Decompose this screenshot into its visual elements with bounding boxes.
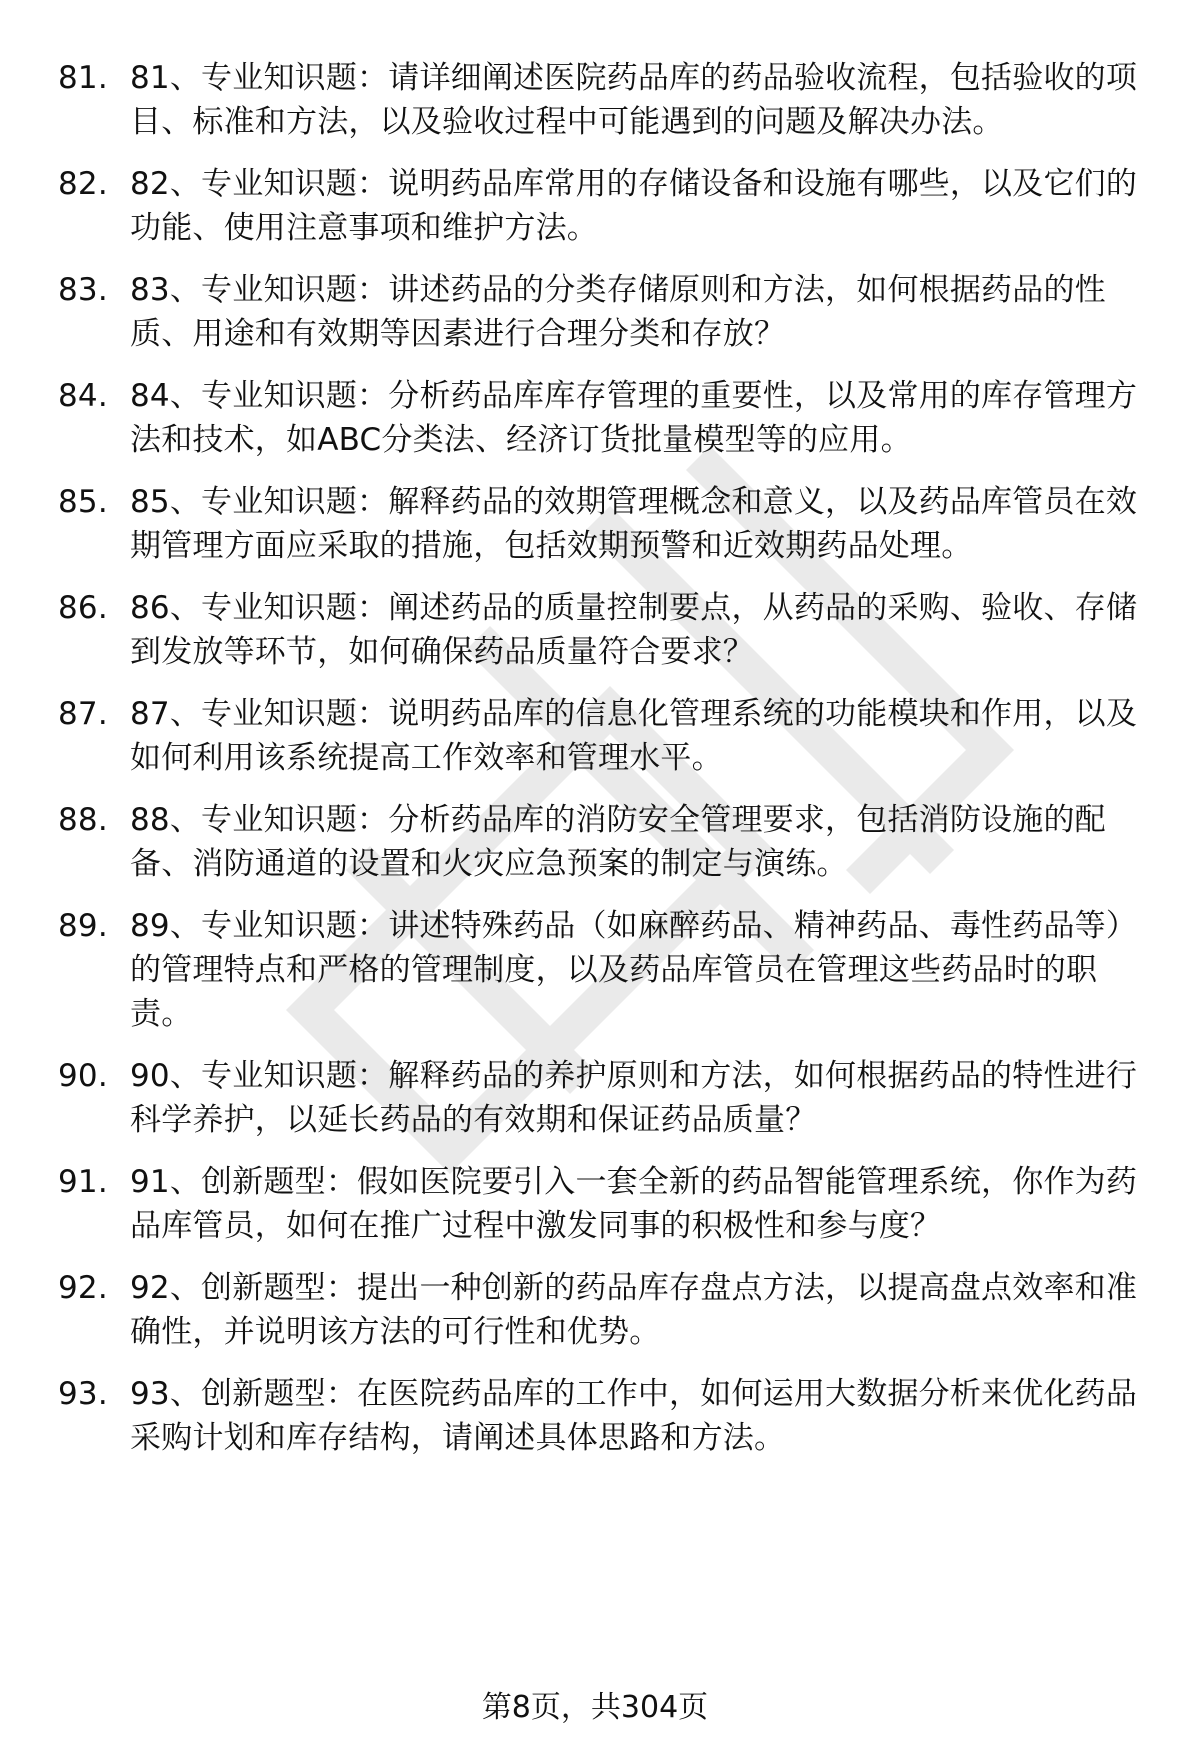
question-list [58, 56, 1158, 1478]
list-item-number: 92. [58, 1270, 108, 1306]
list-item-number: 84. [58, 378, 108, 414]
list-item [58, 1266, 1158, 1354]
list-item-text: 89、专业知识题：讲述特殊药品（如麻醉药品、精神药品、毒性药品等）的管理特点和严格的管理制度，以及药品库管员在管理这些药品时的职责。 [130, 908, 1138, 1032]
list-item [58, 798, 1158, 886]
list-item-text: 91、创新题型：假如医院要引入一套全新的药品智能管理系统，你作为药品库管员，如何在推广过程中激发同事的积极性和参与度？ [130, 1164, 1138, 1244]
list-item-number: 81. [58, 60, 108, 96]
list-item-number: 86. [58, 590, 108, 626]
page-footer [0, 1688, 1190, 1728]
list-item-text: 92、创新题型：提出一种创新的药品库存盘点方法，以提高盘点效率和准确性，并说明该方法的可行性和优势。 [130, 1270, 1138, 1350]
list-item-number: 93. [58, 1376, 108, 1412]
list-item [58, 692, 1158, 780]
list-item-text: 87、专业知识题：说明药品库的信息化管理系统的功能模块和作用，以及如何利用该系统提高工作效率和管理水平。 [130, 696, 1138, 776]
list-item [58, 268, 1158, 356]
page-number: 第8页，共304页 [481, 1690, 709, 1725]
list-item-text: 81、专业知识题：请详细阐述医院药品库的药品验收流程，包括验收的项目、标准和方法，以及验收过程中可能遇到的问题及解决办法。 [130, 60, 1138, 140]
list-item-text: 84、专业知识题：分析药品库库存管理的重要性，以及常用的库存管理方法和技术，如ABC分类法、经济订货批量模型等的应用。 [130, 378, 1138, 458]
list-item-text: 82、专业知识题：说明药品库常用的存储设备和设施有哪些，以及它们的功能、使用注意事项和维护方法。 [130, 166, 1138, 246]
list-item [58, 1054, 1158, 1142]
list-item-text: 85、专业知识题：解释药品的效期管理概念和意义，以及药品库管员在效期管理方面应采取的措施，包括效期预警和近效期药品处理。 [130, 484, 1138, 564]
list-item-number: 89. [58, 908, 108, 944]
list-item [58, 56, 1158, 144]
list-item-text: 83、专业知识题：讲述药品的分类存储原则和方法，如何根据药品的性质、用途和有效期等因素进行合理分类和存放？ [130, 272, 1106, 352]
list-item-number: 88. [58, 802, 108, 838]
list-item-number: 87. [58, 696, 108, 732]
list-item [58, 1160, 1158, 1248]
list-item-number: 85. [58, 484, 108, 520]
list-item-text: 90、专业知识题：解释药品的养护原则和方法，如何根据药品的特性进行科学养护，以延长药品的有效期和保证药品质量？ [130, 1058, 1138, 1138]
list-item [58, 480, 1158, 568]
list-item [58, 374, 1158, 462]
list-item-text: 88、专业知识题：分析药品库的消防安全管理要求，包括消防设施的配备、消防通道的设置和火灾应急预案的制定与演练。 [130, 802, 1106, 882]
list-item [58, 904, 1158, 1036]
list-item-number: 83. [58, 272, 108, 308]
list-item-text: 86、专业知识题：阐述药品的质量控制要点，从药品的采购、验收、存储到发放等环节，如何确保药品质量符合要求？ [130, 590, 1138, 670]
list-item [58, 162, 1158, 250]
list-item-number: 90. [58, 1058, 108, 1094]
list-item-number: 82. [58, 166, 108, 202]
list-item [58, 586, 1158, 674]
list-item-number: 91. [58, 1164, 108, 1200]
list-item-text: 93、创新题型：在医院药品库的工作中，如何运用大数据分析来优化药品采购计划和库存结构，请阐述具体思路和方法。 [130, 1376, 1138, 1456]
list-item [58, 1372, 1158, 1460]
